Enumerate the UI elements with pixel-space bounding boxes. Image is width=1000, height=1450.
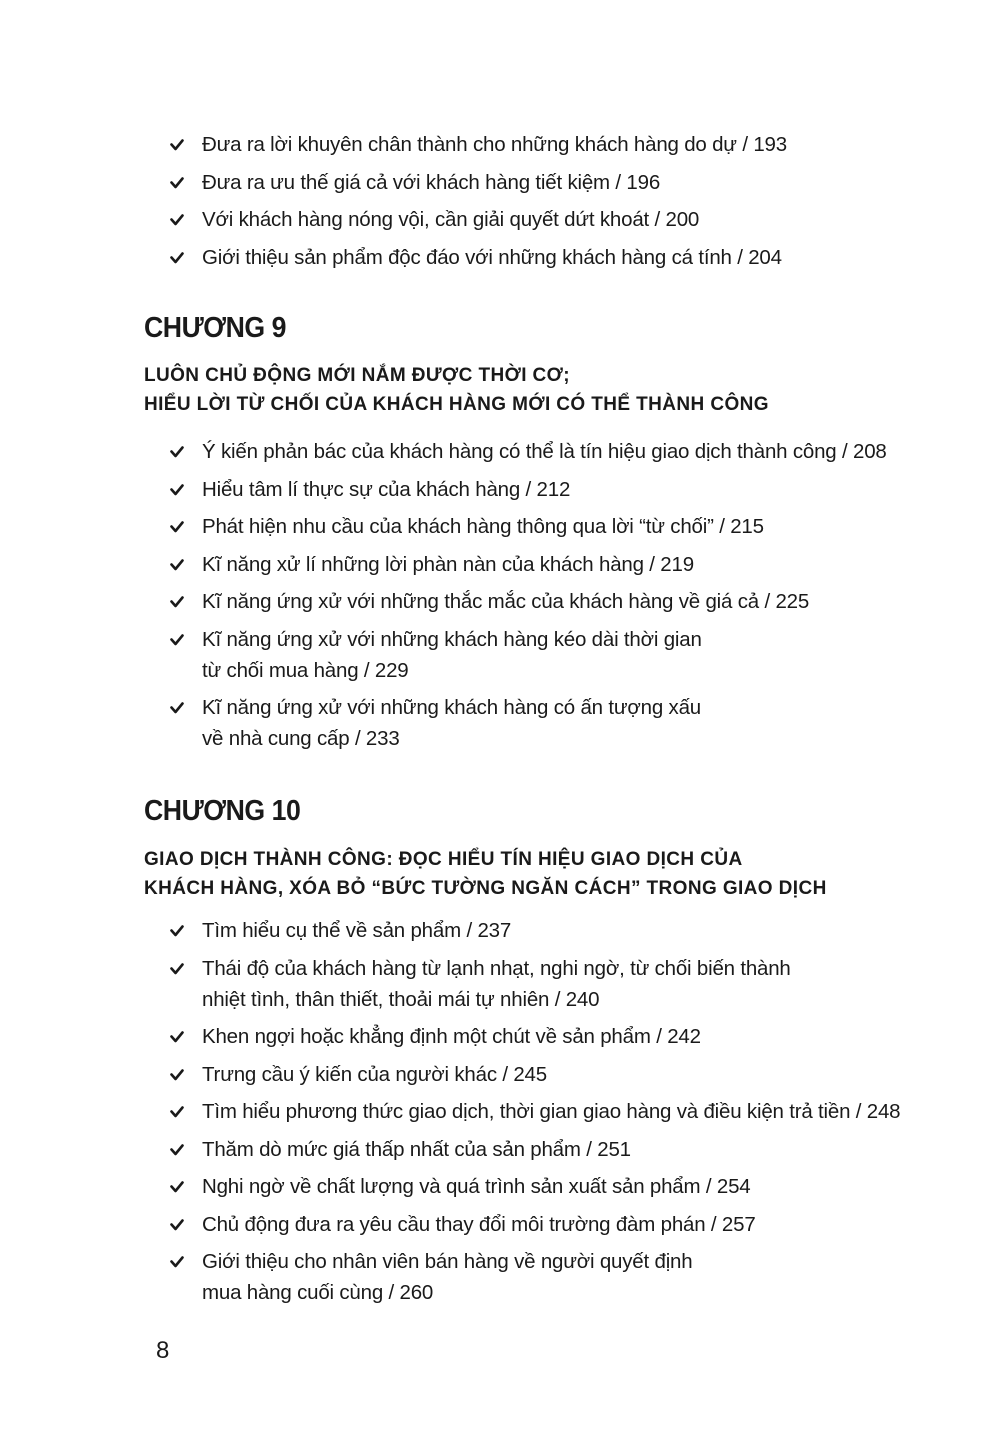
list-item [0, 508, 1000, 546]
check-icon [170, 633, 184, 647]
item-text: Khen ngợi hoặc khẳng định một chút về sản phẩm / 242 [202, 1025, 701, 1048]
item-text: Thăm dò mức giá thấp nhất của sản phẩm / 251 [202, 1137, 631, 1161]
item-text-line-1: Kĩ năng ứng xử với những khách hàng có ấn tượng xấu [202, 696, 701, 719]
list-item [0, 1131, 1000, 1169]
item-text: Đưa ra ưu thế giá cả với khách hàng tiết kiệm / 196 [202, 170, 661, 194]
intro-list [0, 126, 1000, 276]
list-item [0, 689, 1000, 758]
item-text: Nghi ngờ về chất lượng và quá trình sản xuất sản phẩm / 254 [202, 1175, 751, 1198]
list-item [0, 433, 1000, 471]
list-item [0, 471, 1000, 509]
item-text [202, 689, 701, 757]
check-icon [170, 1255, 184, 1269]
item-text: Trưng cầu ý kiến của người khác / 245 [202, 1062, 547, 1086]
item-text: Kĩ năng ứng xử với những thắc mắc của khách hàng về giá cả / 225 [202, 590, 810, 613]
check-icon [170, 138, 184, 152]
item-text: Giới thiệu sản phẩm độc đáo với những khách hàng cá tính / 204 [202, 245, 782, 269]
check-icon [170, 1218, 184, 1232]
check-icon [170, 595, 184, 609]
list-item [0, 950, 1000, 1019]
list-item [0, 201, 1000, 239]
check-icon [170, 213, 184, 227]
list-item [0, 1093, 1000, 1131]
list-item [0, 1168, 1000, 1206]
page-number: 8 [156, 1337, 170, 1364]
list-item [0, 239, 1000, 277]
check-icon [170, 445, 184, 459]
item-text-line-2: mua hàng cuối cùng / 260 [202, 1281, 434, 1304]
list-item [0, 621, 1000, 690]
check-icon [170, 251, 184, 265]
item-text: Kĩ năng xử lí những lời phàn nàn của khách hàng / 219 [202, 552, 694, 576]
list-item [0, 1206, 1000, 1244]
item-text: Với khách hàng nóng vội, cần giải quyết dứt khoát / 200 [202, 208, 700, 231]
item-text [202, 950, 791, 1018]
chapter-10-title: CHƯƠNG 10 [144, 795, 301, 827]
item-text-line-1: Giới thiệu cho nhân viên bán hàng về người quyết định [202, 1250, 693, 1273]
item-text: Chủ động đưa ra yêu cầu thay đổi môi trường đàm phán / 257 [202, 1212, 756, 1236]
item-text-line-1: Thái độ của khách hàng từ lạnh nhạt, nghi ngờ, từ chối biến thành [202, 956, 791, 980]
item-text: Ý kiến phản bác của khách hàng có thể là tín hiệu giao dịch thành công / 208 [202, 440, 887, 463]
check-icon [170, 962, 184, 976]
chapter-9-title: CHƯƠNG 9 [144, 312, 287, 344]
item-text: Tìm hiểu cụ thể về sản phẩm / 237 [202, 919, 512, 942]
item-text-line-1: Kĩ năng ứng xử với những khách hàng kéo dài thời gian [202, 627, 702, 651]
chapter-9-subtitle-line-1: LUÔN CHỦ ĐỘNG MỚI NẮM ĐƯỢC THỜI CƠ; [144, 365, 571, 386]
check-icon [170, 1180, 184, 1194]
item-text-line-2: từ chối mua hàng / 229 [202, 658, 409, 682]
chapter-10-subtitle-line-2: KHÁCH HÀNG, XÓA BỎ “BỨC TƯỜNG NGĂN CÁCH” TRONG GIAO DỊCH [144, 878, 827, 899]
check-icon [170, 1030, 184, 1044]
item-text-line-2: nhiệt tình, thân thiết, thoải mái tự nhiên / 240 [202, 987, 600, 1011]
item-text: Phát hiện nhu cầu của khách hàng thông qua lời “từ chối” / 215 [202, 515, 764, 538]
list-item [0, 546, 1000, 584]
list-item [0, 126, 1000, 164]
list-item [0, 1018, 1000, 1056]
list-item [0, 583, 1000, 621]
list-item [0, 164, 1000, 202]
check-icon [170, 520, 184, 534]
list-item [0, 912, 1000, 950]
check-icon [170, 483, 184, 497]
check-icon [170, 1143, 184, 1157]
check-icon [170, 1105, 184, 1119]
list-item [0, 1243, 1000, 1312]
check-icon [170, 558, 184, 572]
item-text: Hiểu tâm lí thực sự của khách hàng / 212 [202, 477, 571, 501]
item-text: Tìm hiểu phương thức giao dịch, thời gian giao hàng và điều kiện trả tiền / 248 [202, 1100, 901, 1123]
chapter-10-list [0, 912, 1000, 1312]
chapter-10-subtitle-line-1: GIAO DỊCH THÀNH CÔNG: ĐỌC HIỂU TÍN HIỆU GIAO DỊCH CỦA [144, 849, 743, 870]
chapter-9-list [0, 433, 1000, 758]
check-icon [170, 924, 184, 938]
item-text [202, 1243, 692, 1311]
item-text [202, 621, 702, 689]
chapter-9-subtitle-line-2: HIỂU LỜI TỪ CHỐI CỦA KHÁCH HÀNG MỚI CÓ THỂ THÀNH CÔNG [144, 394, 769, 415]
check-icon [170, 176, 184, 190]
item-text-line-2: về nhà cung cấp / 233 [202, 727, 400, 750]
list-item [0, 1056, 1000, 1094]
check-icon [170, 1068, 184, 1082]
check-icon [170, 701, 184, 715]
item-text: Đưa ra lời khuyên chân thành cho những khách hàng do dự / 193 [202, 133, 787, 156]
